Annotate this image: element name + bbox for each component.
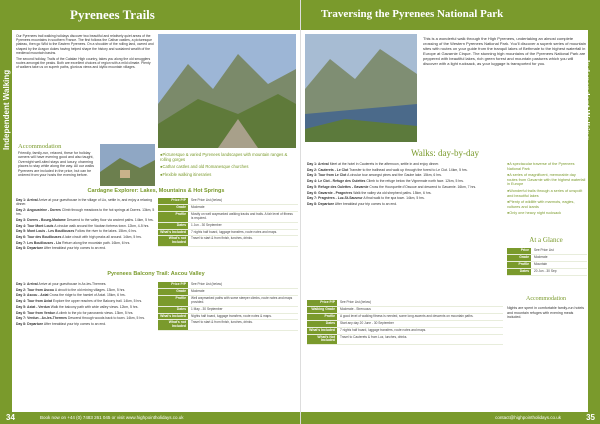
info-row: Dates Start any day 20 June - 30 September: [307, 321, 503, 328]
info-row: Price P/P See Price List (below): [158, 282, 298, 289]
route2-days: [16, 282, 156, 408]
mountain-photo: [158, 34, 296, 148]
left-accommodation-text: Friendly, family-run, relaxed, these for holiday owners will have evening good and also taught, Overnight well-sited stays and luxury, charming places to stay while along the way. All our walks Pyrenees are included in the price, but can be ordered from your hosts the evening before.: [18, 151, 95, 178]
info-row: Dates 1 May - 30 September: [158, 307, 298, 314]
left-page-number: 34: [6, 413, 15, 422]
right-page-title: Traversing the Pyrenees National Park: [321, 8, 504, 20]
route2-day: Day 6: Tour from Verdun A climb to the pic for panoramic views. 13km, 5 hrs.: [16, 310, 134, 315]
info-row: Profile A good level of walking fitness is needed, some long ascents and descents on mountain paths.: [307, 314, 503, 321]
walk-day: Day 5: Refuge des Oulettes - Gavarnie Cross the Hourquette d'Ossoue and descend to Gavarnie. 16km, 7 hrs.: [307, 184, 477, 189]
info-row: Dates 1 Jun - 30 September: [158, 223, 298, 230]
info-row: Price P/P See Price List (below): [307, 300, 503, 307]
right-page: [300, 0, 600, 424]
left-bullet: ● Cathar castles and old Romanesque churches: [160, 164, 295, 169]
info-row: Profile Mostly on well waymarked walking tracks and trails. A fair level of fitness is required.: [158, 212, 298, 223]
right-bullet: ● Plenty of wildlife with marmots, eagles, vultures and izards: [507, 200, 587, 209]
walk-day: Day 7: Pragnères - Luz-St-Sauveur A final walk to the spa town. 14km, 5 hrs.: [307, 196, 425, 201]
left-intro-p1: Our Pyrenees trail walking holidays discover two beautiful and relatively quiet areas of the Pyrenees mountains in southern France. The first follows the Cathar castles, a picturesque plateau, then go Wild to the Eastern Pyrenees. On a shoulder of the rolling land, owned and shaped by the Aragon dukes having helped shape the history and sustained wealth of the medieval mountain basins.: [16, 34, 154, 55]
left-intro: [16, 34, 154, 144]
lake-photo: [305, 34, 417, 142]
route2-info-table: [158, 282, 298, 331]
right-footer: [301, 412, 600, 424]
walk-day: Day 8: Departure After breakfast your trip comes to an end.: [307, 201, 398, 206]
route1-day: Day 1: Arrival Arrive at your guesthouse in the village of Llo, settle in, and enjoy a relaxing dinner.: [16, 198, 152, 207]
route2-title: Pyrenees Balcony Trail: Ascou Valley: [107, 271, 205, 277]
village-photo: [100, 144, 155, 186]
route1-day: Day 5: Mont Louis - Les Bouillouses Follow the river to the lakes. 15km, 6 hrs.: [16, 229, 137, 234]
right-intro: This is a wonderful walk through the High Pyrenees, undertaking an almost complete crossing of the Western Pyrenees National Park. You'll discover a superb series of mountain sites with routes on your guide from the tranquil lakes of Bethmale to the highest waterfall in Europe at Gavarnie Cirque. The stunning high mountains of the Pyrenees National Park are peppered with beautiful lakes, rich green forest and mountain pastures which you will discover with a light rucksack, as your luggage is transported for you.: [423, 36, 586, 67]
info-row: What's Included 7 nights half board, luggage transfers, route notes and maps.: [307, 328, 503, 335]
walk-day: Day 4: Le Clot - Refuge des Oulettes Climb to the refuge below the Vignemale north face. 12km, 5 hrs.: [307, 179, 464, 184]
route1-title: Cardagne Explorer: Lakes, Mountains & Hot Springs: [87, 188, 225, 194]
glance-row: Profile Mountain: [507, 262, 587, 269]
route1-day: Day 7: Les Bouillouses - Llo Return along the mountain path. 16km, 6 hrs.: [16, 240, 131, 245]
right-info-table: [307, 300, 503, 345]
route1-info-table: [158, 198, 298, 247]
route2-day: Day 4: Tour from Axiat Explore the upper reaches of the Balcony trail. 14km, 5 hrs.: [16, 299, 143, 304]
route2-day: Day 3: Ascou - Axiat Cross the ridge to the hamlet of Axiat. 15km, 6 hrs.: [16, 293, 126, 298]
route2-day: Day 2: Tour from Ascou A circuit to the old mining villages. 13km, 5 hrs.: [16, 287, 126, 292]
route1-day: Day 6: Tour des Bouillouses A lake circuit with high peaks all around. 14km, 5 hrs.: [16, 234, 142, 239]
walk-day: Day 2: Cauterets - Le Clot Transfer to the trailhead and walk up through the forest to Le Clot. 14km, 5 hrs.: [307, 167, 468, 172]
glance-table: [507, 248, 587, 276]
route2-day: Day 5: Axiat - Verdun Walk the balcony path with wide valley views. 12km, 5 hrs.: [16, 304, 139, 309]
left-side-label: Independent Walking: [2, 69, 11, 150]
glance-title: At a Glance: [529, 236, 563, 244]
right-bullets: [507, 162, 587, 218]
left-footer: [0, 412, 300, 424]
walks-title: Walks: day-by-day: [410, 148, 479, 158]
left-page-title: Pyrenees Trails: [70, 7, 155, 22]
left-intro-p2: The second holiday, Trails of the Catalan High country, takes you along the old smugglers routes amongst the peaks. Both are excellent choices of region with a mild climate. Plenty of walkers take us on superb paths, glorious views and idyllic mountain villages.: [16, 56, 151, 69]
info-row: Profile Well waymarked paths with some steeper climbs, route notes and maps provided.: [158, 296, 298, 307]
info-row: What's not Included Travel to start & from finish, lunches, drinks.: [158, 320, 298, 331]
left-bullet: ● Flexible walking itineraries: [160, 172, 295, 177]
right-page-number: 35: [586, 413, 595, 422]
right-bullet: ● Only one heavy night rucksack: [507, 211, 587, 216]
walk-day: Day 1: Arrival Meet at the hotel in Cauterets in the afternoon, settle in and enjoy dinner.: [307, 162, 440, 166]
walk-day: Day 6: Gavarnie - Pragnères Walk the valley via old shepherd paths. 15km, 6 hrs.: [307, 190, 432, 195]
info-row: What's Not Included Travel to Cauterets & from Luz, lunches, drinks.: [307, 335, 503, 346]
glance-row: Grade Moderate: [507, 255, 587, 262]
route1-days: [16, 198, 156, 268]
route2-day: Day 8: Departure After breakfast your trip comes to an end.: [16, 321, 107, 326]
right-bullet: ● A series of magnificent, memorable day routes from Gavarnie with the highest waterfall in Europe: [507, 173, 587, 187]
right-acc-title: Accommodation: [526, 296, 566, 302]
left-bullet: ● Picturesque & varied Pyrenees landscapes with mountain ranges & rolling gorges: [160, 152, 295, 162]
left-bullets: [160, 152, 295, 179]
right-bullet: ● Wonderful trails through a series of unspoilt and beautiful lakes: [507, 189, 587, 198]
info-row: What's Included Nights half board, luggage transfers, route notes & maps.: [158, 314, 298, 321]
route1-day: Day 8: Departure After breakfast your trip comes to an end.: [16, 246, 107, 251]
right-bullet: ● A spectacular traverse of the Pyrenees National Park: [507, 162, 587, 171]
left-accommodation-title: Accommodation: [18, 143, 62, 150]
info-row: What's Included 7 nights half board, luggage transfers, route notes and maps.: [158, 230, 298, 237]
route2-day: Day 1: Arrival Arrive at your guesthouse in Ax-les-Thermes.: [16, 282, 107, 286]
route2-day: Day 7: Verdun - Ax-les-Thermes Descend through woods back to town. 14km, 5 hrs.: [16, 316, 145, 321]
right-footer-text[interactable]: contact@highpointholidays.co.uk: [495, 415, 561, 420]
info-row: Grade Moderate: [158, 289, 298, 296]
info-row: What's not Included Travel to start & from finish, lunches, drinks.: [158, 236, 298, 247]
info-row: Walking Grade Moderate - Strenuous: [307, 307, 503, 314]
info-row: Price P/P See Price List (below): [158, 198, 298, 205]
route1-day: Day 2: Angoustrine - Dorres Climb through meadows to the hot springs at Dorres. 13km, 5 hrs.: [16, 207, 155, 217]
glance-row: Dates 20 Jun - 30 Sep: [507, 269, 587, 276]
walks-days: [307, 162, 503, 296]
glance-row: Price See Price List: [507, 248, 587, 255]
route1-day: Day 4: Tour Mont Louis A circular walk around the Vauban fortress town. 12km, 4-5 hrs.: [16, 223, 150, 228]
route1-day: Day 3: Dorres - Bourg-Madame Descend to the valley floor via ancient paths. 14km, 5 hrs.: [16, 217, 154, 222]
walk-day: Day 3: Tour from Le Clot A circular tour amongst pines and the Gaube lake. 15km, 6 hrs.: [307, 173, 442, 178]
left-footer-text: Book now on +44 (0) 7483 261 045 or visit www.highpointholidays.co.uk: [40, 415, 184, 420]
right-acc-text: Nights are spent in comfortable family-run hotels and mountain refuges with evening meals included.: [507, 306, 585, 319]
info-row: Grade Moderate: [158, 205, 298, 212]
right-side-label: Independent Walking: [582, 60, 591, 141]
